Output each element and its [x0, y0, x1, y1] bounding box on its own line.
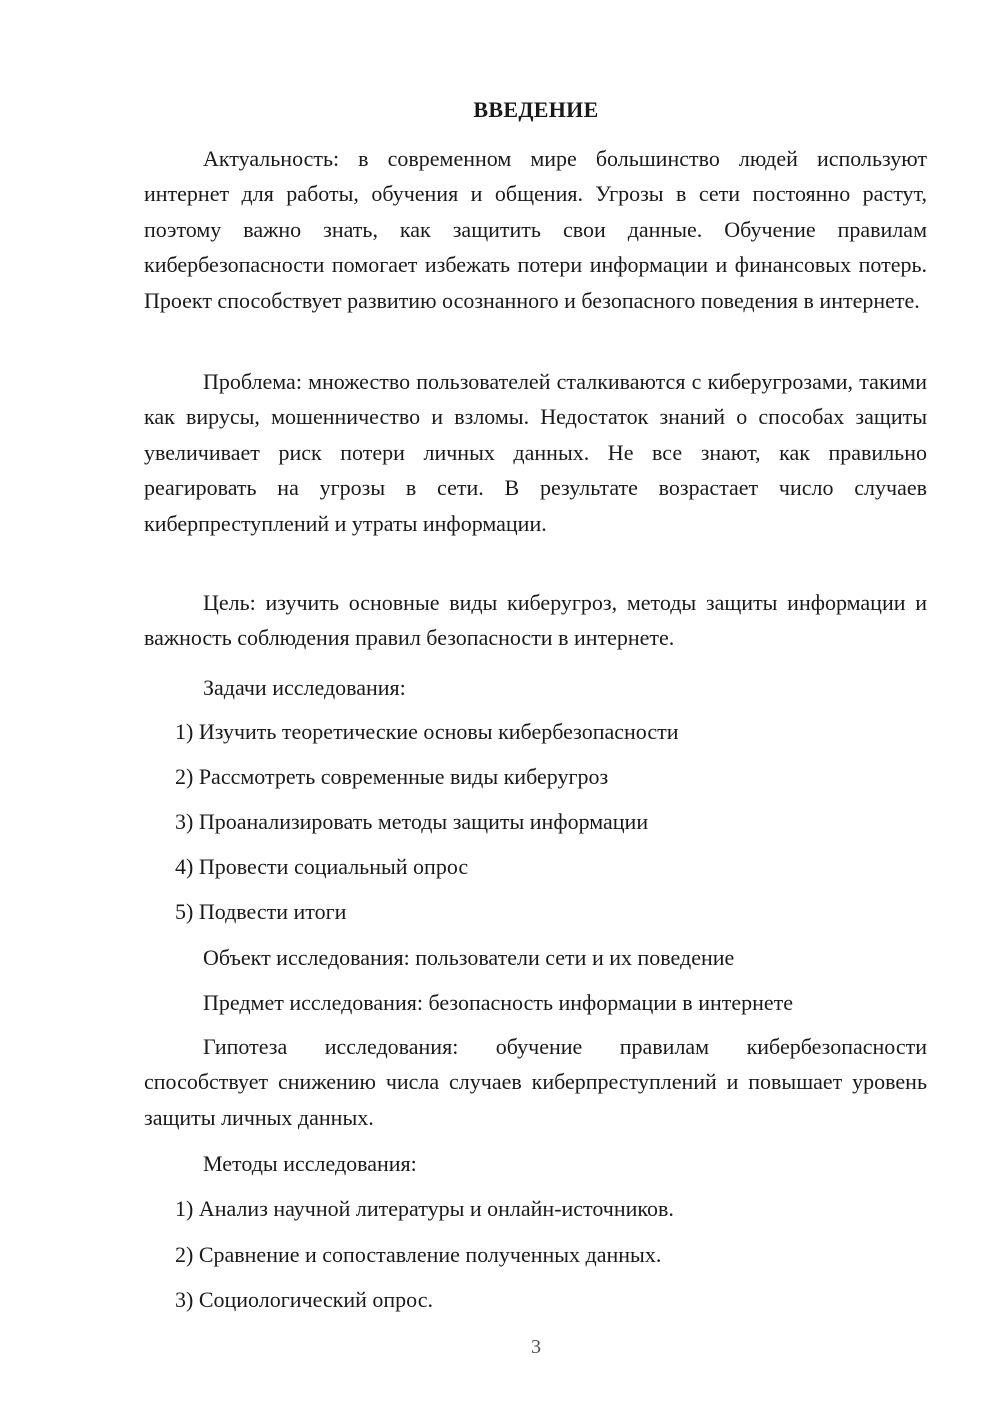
goal-text: Цель: изучить основные виды киберугроз, методы защиты информации и важность соблюдения правил безопасности в интернете.: [144, 590, 927, 651]
tasks-label: Задачи исследования:: [203, 675, 406, 700]
goal-paragraph: [144, 585, 927, 656]
hypothesis-text: Гипотеза исследования: обучение правилам кибербезопасности способствует снижению числа случаев киберпреступлений и повышает уровень защиты личных данных.: [144, 1034, 927, 1130]
task-item: 5) Подвести итоги: [175, 899, 347, 924]
task-item: 3) Проанализировать методы защиты информации: [175, 809, 649, 834]
hypothesis-paragraph: [144, 1029, 927, 1135]
method-item: 3) Социологический опрос.: [175, 1287, 433, 1312]
subject-text: Предмет исследования: безопасность информации в интернете: [203, 990, 794, 1015]
task-item: 1) Изучить теоретические основы кибербезопасности: [175, 719, 679, 744]
method-item: 2) Сравнение и сопоставление полученных данных.: [175, 1242, 662, 1267]
task-item: 4) Провести социальный опрос: [175, 854, 469, 879]
problem-paragraph: [144, 364, 927, 541]
relevance-paragraph: [144, 141, 927, 318]
task-item: 2) Рассмотреть современные виды киберугроз: [175, 764, 609, 789]
object-text: Объект исследования: пользователи сети и их поведение: [203, 945, 735, 970]
methods-label: Методы исследования:: [203, 1151, 417, 1176]
method-item: 1) Анализ научной литературы и онлайн-источников.: [175, 1196, 674, 1221]
problem-text: Проблема: множество пользователей сталкиваются с киберугрозами, такими как вирусы, мошенничество и взломы. Недостаток знаний о способах защиты увеличивает риск потери личных данных. Не все знают, как правильно реагировать на угрозы в сети. В результате возрастает число случаев киберпреступлений и утраты информации.: [144, 369, 927, 536]
relevance-text: Актуальность: в современном мире большинство людей используют интернет для работы, обучения и общения. Угрозы в сети постоянно растут, поэтому важно знать, как защитить свои данные. Обучение правилам кибербезопасности помогает избежать потери информации и финансовых потерь. Проект способствует развитию осознанного и безопасного поведения в интернете.: [144, 146, 927, 313]
page-title: ВВЕДЕНИЕ: [473, 97, 599, 122]
page-number: 3: [531, 1336, 541, 1358]
